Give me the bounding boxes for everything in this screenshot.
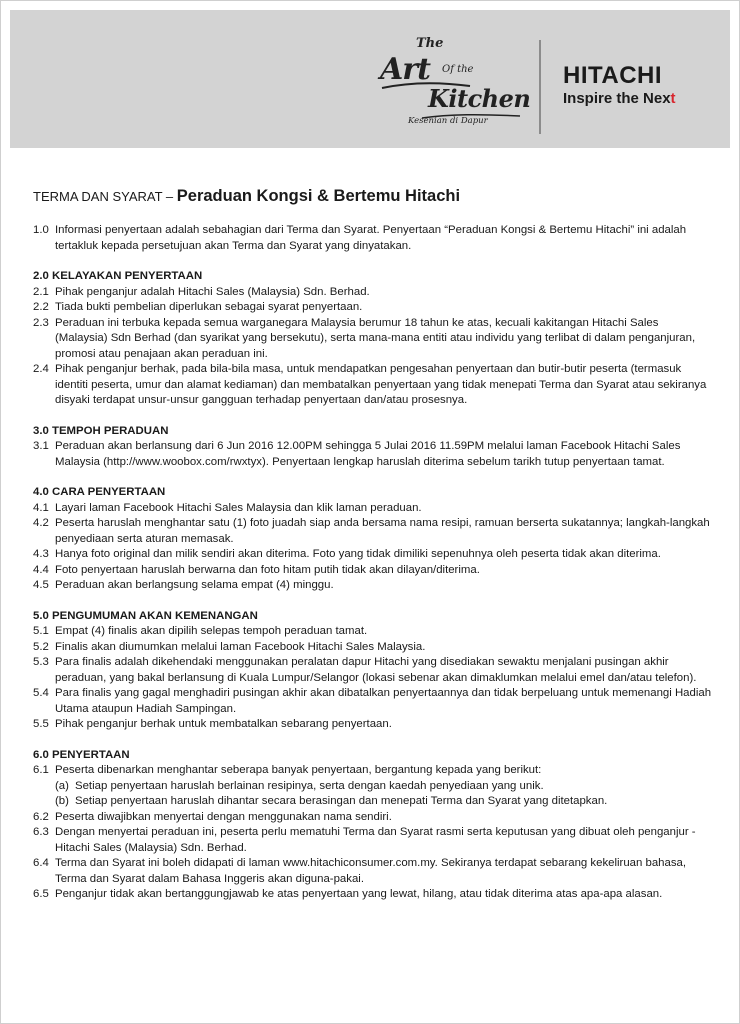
item-number: 6.4 bbox=[33, 857, 49, 869]
section-heading: 6.0 PENYERTAAN bbox=[33, 748, 130, 761]
item-text: Tiada bukti pembelian diperlukan sebagai syarat penyertaan. bbox=[55, 301, 363, 313]
intro-section bbox=[33, 223, 713, 254]
terms-section bbox=[33, 269, 713, 409]
list-item bbox=[33, 686, 713, 717]
list-item bbox=[33, 655, 713, 686]
logo-art: Art bbox=[380, 52, 430, 87]
item-text: Para finalis yang gagal menghadiri pusingan akhir akan dibatalkan penyertaannya dan tidak berpeluang untuk memenangi Hadiah Utama ataupun Hadiah Sampingan. bbox=[55, 687, 712, 715]
item-text: Terma dan Syarat ini boleh didapati di laman www.hitachiconsumer.com.my. Sekiranya terdapat sebarang kekeliruan bahasa, Terma dan Syarat dalam Bahasa Inggeris akan diguna-pakai. bbox=[55, 857, 687, 885]
list-item bbox=[33, 578, 713, 594]
section-heading: 5.0 PENGUMUMAN AKAN KEMENANGAN bbox=[33, 609, 258, 622]
sub-item-letter: (a) bbox=[55, 779, 69, 792]
list-item bbox=[33, 887, 713, 903]
item-text: Empat (4) finalis akan dipilih selepas tempoh peraduan tamat. bbox=[55, 625, 368, 637]
sub-item-text: Setiap penyertaan haruslah berlainan resipinya, serta dengan kaedah penyediaan yang unik. bbox=[75, 779, 544, 792]
art-of-the-kitchen-logo bbox=[370, 32, 530, 142]
terms-section bbox=[33, 609, 713, 733]
list-item bbox=[33, 763, 713, 779]
sub-item-letter: (b) bbox=[55, 795, 69, 807]
item-text: Peserta dibenarkan menghantar seberapa banyak penyertaan, bergantung kepada yang berikut: bbox=[55, 764, 542, 776]
item-number: 4.4 bbox=[33, 563, 49, 576]
item-number: 5.1 bbox=[33, 625, 49, 637]
list-item bbox=[33, 825, 713, 856]
item-number: 4.5 bbox=[33, 579, 49, 591]
item-text: Pihak penganjur berhak, pada bila-bila masa, untuk mendapatkan pengesahan penyertaan dan butir-butir peserta (termasuk identiti peserta, umur dan alamat kediaman) dan membatalkan penyertaan yang tidak menepati Terma dan Syarat atau sekiranya disyaki terdapat unsur-unsur gangguan terhadap penyertaan dan/atau prosesnya. bbox=[55, 363, 707, 406]
item-text: Peraduan akan berlansung dari 6 Jun 2016 12.00PM sehingga 5 Julai 2016 11.59PM melalui laman Facebook Hitachi Sales Malaysia (http://www.woobox.com/rwxtyx). Penyertaan lengkap haruslah diterima sebelum tarikh tutup penyertaan tamat. bbox=[55, 440, 681, 468]
terms-section bbox=[33, 748, 713, 903]
item-text: Peserta haruslah menghantar satu (1) foto juadah siap anda bersama nama resipi, ramuan berserta sukatannya; langkah-langkah penyediaan serta aturan memasak. bbox=[55, 517, 710, 545]
item-text: Dengan menyertai peraduan ini, peserta perlu mematuhi Terma dan Syarat rasmi serta keputusan yang dibuat oleh penganjur - Hitachi Sales (Malaysia) Sdn. Berhad. bbox=[55, 826, 696, 854]
item-number: 6.2 bbox=[33, 810, 49, 823]
terms-document bbox=[33, 186, 713, 918]
item-text: Peserta diwajibkan menyertai dengan menggunakan nama sendiri. bbox=[55, 810, 392, 823]
header-banner bbox=[10, 10, 730, 148]
item-text: Para finalis adalah dikehendaki menggunakan peralatan dapur Hitachi yang disediakan sewaktu menjalani pusingan akhir peraduan, yang bakal berlansung di Kuala Lumpur/Selangor (lokasi sebenar akan dimaklumkan melalui emel dan/atau telefon). bbox=[55, 656, 697, 684]
item-number: 2.4 bbox=[33, 363, 49, 375]
terms-sections bbox=[33, 269, 713, 903]
list-item bbox=[33, 640, 713, 656]
item-text: Informasi penyertaan adalah sebahagian dari Terma dan Syarat. Penyertaan “Peraduan Kongsi & Bertemu Hitachi” ini adalah tertakluk kepada persetujuan akan Terma dan Syarat yang dinyatakan. bbox=[55, 224, 687, 252]
section-heading: 2.0 KELAYAKAN PENYERTAAN bbox=[33, 270, 203, 282]
list-item bbox=[33, 563, 713, 579]
list-item bbox=[33, 316, 713, 363]
list-item bbox=[33, 624, 713, 640]
item-text: Foto penyertaan haruslah berwarna dan foto hitam putih tidak akan dilayan/diterima. bbox=[55, 563, 480, 576]
item-number: 4.2 bbox=[33, 517, 49, 529]
item-text: Pihak penganjur adalah Hitachi Sales (Malaysia) Sdn. Berhad. bbox=[55, 285, 370, 298]
item-number: 5.5 bbox=[33, 718, 49, 730]
list-item bbox=[33, 223, 713, 254]
item-text: Peraduan ini terbuka kepada semua warganegara Malaysia berumur 18 tahun ke atas, kecuali kakitangan Hitachi Sales (Malaysia) Sdn Berhad (dan syarikat yang bersekutu), serta mana-mana entiti atau individu yang terlibat di dalam penganjuran, promosi atau penajaan akan peraduan ini. bbox=[55, 316, 696, 360]
list-item bbox=[33, 516, 713, 547]
item-text: Pihak penganjur berhak untuk membatalkan sebarang penyertaan. bbox=[55, 718, 392, 730]
sub-list-item bbox=[33, 794, 713, 810]
item-text: Penganjur tidak akan bertanggungjawab ke atas penyertaan yang lewat, hilang, atau tidak diterima atas apa-apa alasan. bbox=[55, 888, 663, 900]
list-item bbox=[33, 285, 713, 301]
item-text: Hanya foto original dan milik sendiri akan diterima. Foto yang tidak dimiliki sepenuhnya oleh peserta tidak akan diterima. bbox=[55, 548, 661, 560]
item-number: 1.0 bbox=[33, 224, 49, 236]
sub-list-item bbox=[33, 779, 713, 795]
logo-subtitle: Kesenian di Dapur bbox=[408, 116, 488, 126]
item-number: 4.3 bbox=[33, 548, 49, 560]
item-number: 4.1 bbox=[33, 501, 49, 514]
logo-kitchen: Kitchen bbox=[428, 84, 531, 113]
item-number: 6.1 bbox=[33, 764, 49, 776]
item-number: 5.2 bbox=[33, 640, 49, 653]
terms-section bbox=[33, 485, 713, 594]
list-item bbox=[33, 439, 713, 470]
item-number: 5.3 bbox=[33, 656, 49, 668]
logo-of-the: Of the bbox=[442, 64, 474, 75]
item-text: Peraduan akan berlangsung selama empat (4) minggu. bbox=[55, 579, 334, 591]
hitachi-brand bbox=[563, 64, 723, 107]
section-heading: 3.0 TEMPOH PERADUAN bbox=[33, 424, 169, 437]
logo-the: The bbox=[416, 36, 444, 51]
list-item bbox=[33, 717, 713, 733]
document-title bbox=[33, 186, 713, 207]
brand-name: HITACHI bbox=[563, 62, 663, 89]
tagline-accent: t bbox=[670, 90, 676, 107]
list-item bbox=[33, 856, 713, 887]
list-item bbox=[33, 300, 713, 316]
item-number: 5.4 bbox=[33, 687, 49, 699]
item-number: 2.1 bbox=[33, 285, 49, 298]
list-item bbox=[33, 362, 713, 409]
item-number: 6.3 bbox=[33, 826, 49, 838]
section-heading: 4.0 CARA PENYERTAAN bbox=[33, 486, 166, 498]
list-item bbox=[33, 810, 713, 826]
terms-section bbox=[33, 424, 713, 471]
item-number: 2.3 bbox=[33, 316, 49, 329]
item-number: 2.2 bbox=[33, 301, 49, 313]
title-main: Peraduan Kongsi & Bertemu Hitachi bbox=[176, 187, 461, 205]
title-lead: TERMA DAN SYARAT – bbox=[33, 189, 177, 204]
list-item bbox=[33, 547, 713, 563]
sub-item-text: Setiap penyertaan haruslah dihantar secara berasingan dan menepati Terma dan Syarat yang ditetapkan. bbox=[75, 795, 608, 807]
header-divider bbox=[539, 40, 541, 134]
list-item bbox=[33, 501, 713, 517]
tagline-main: Inspire the Nex bbox=[563, 90, 671, 107]
item-text: Layari laman Facebook Hitachi Sales Malaysia dan klik laman peraduan. bbox=[55, 501, 422, 514]
brand-tagline bbox=[563, 90, 723, 107]
item-text: Finalis akan diumumkan melalui laman Facebook Hitachi Sales Malaysia. bbox=[55, 640, 426, 653]
item-number: 6.5 bbox=[33, 888, 49, 900]
item-number: 3.1 bbox=[33, 440, 49, 452]
